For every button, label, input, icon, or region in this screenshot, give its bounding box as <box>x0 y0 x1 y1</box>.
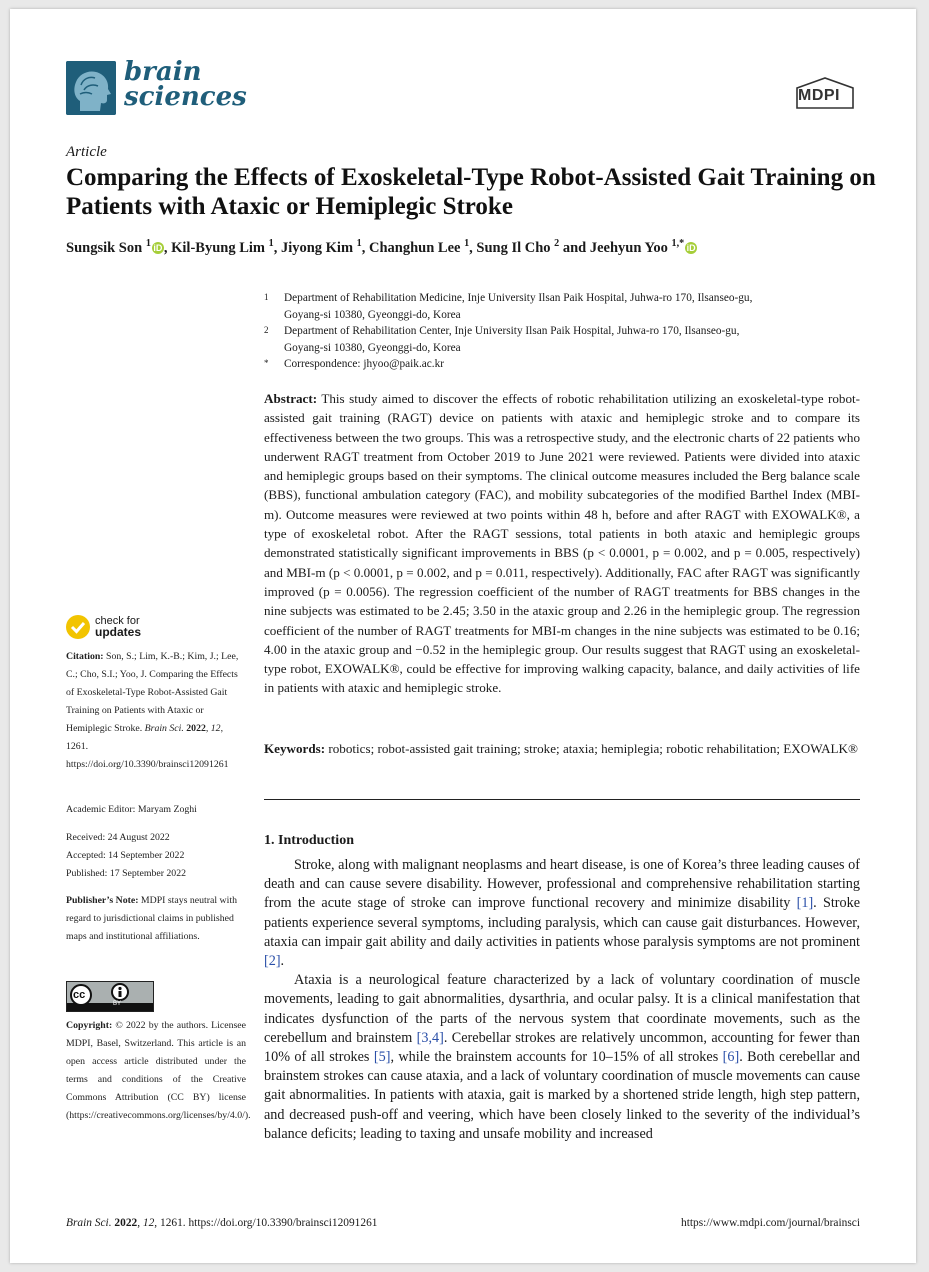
journal-name-line1: brain <box>124 57 202 87</box>
published-date: Published: 17 September 2022 <box>66 868 187 879</box>
received-date: Received: 24 August 2022 <box>66 832 170 843</box>
citation-label: Citation: <box>66 651 104 662</box>
section-heading: 1. Introduction <box>264 833 354 848</box>
publisher-note: Publisher’s Note: MDPI stays neutral with regard to jurisdictional claims in published maps and institutional affiliations. <box>66 895 237 942</box>
check-for-updates-button[interactable]: check for updates <box>95 615 142 639</box>
keywords-text: robotics; robot-assisted gait training; stroke; ataxia; hemiplegia; robotic rehabilitation; EXOWALK® <box>328 741 858 756</box>
author[interactable]: Sungsik Son $^1$ iD <box>66 238 163 256</box>
keywords-label: Keywords: <box>264 741 326 756</box>
footer-citation: Brain Sci. 2022, 12, 1261. https://doi.org/10.3390/brainsci12091261 <box>66 1217 378 1229</box>
copyright: Copyright: © 2022 by the authors. Licensee MDPI, Basel, Switzerland. This article is an open access article distributed under the terms and conditions of the Creative Commons Attribution (CC BY) license (https://creativecommons.org/licenses/by/4.0/). <box>66 1020 251 1121</box>
citation-link[interactable]: [5] <box>373 1049 391 1066</box>
accepted-date: Accepted: 14 September 2022 <box>66 850 185 861</box>
academic-editor: Academic Editor: Maryam Zoghi <box>66 804 197 815</box>
author[interactable]: Jiyong Kim $^1$ <box>280 238 362 256</box>
author-list: Sungsik Son $^1$ iD , Kil-Byung Lim $^1$, Jiyong Kim $^1$, Changhun Lee $^1$, Sung Il Cho $^2$ and Jeehyun Yoo $^{1,*}$ iD <box>66 238 696 256</box>
abstract <box>264 389 860 698</box>
citation-link[interactable]: [6] <box>722 1049 740 1066</box>
affiliation-1: 1 Department of Rehabilitation Medicine, Inje University Ilsan Paik Hospital, Juhwa-ro 170, Ilsanseo-gu, Goyang-si 10380, Gyeonggi-do, Korea <box>264 292 753 321</box>
author[interactable]: Jeehyun Yoo $^{1,*}$ iD <box>589 238 696 256</box>
orcid-icon[interactable]: iD <box>686 243 696 253</box>
author[interactable]: Kil-Byung Lim $^1$ <box>171 238 274 256</box>
introduction-body <box>264 856 860 1144</box>
author[interactable]: Changhun Lee $^1$ <box>368 238 470 256</box>
check-for-updates-icon[interactable] <box>66 615 90 639</box>
citation-block: Citation: Son, S.; Lim, K.-B.; Kim, J.; Lee, C.; Cho, S.I.; Yoo, J. Comparing the Effects of Exoskeletal-Type Robot-Assisted Gait Training on Patients with Ataxic or Hemiplegic Stroke. Brain Sci. 2022, 12, 1261. https://doi.org/10.3390/brainsci12091261 <box>66 651 239 770</box>
citation-link[interactable]: [1] <box>796 895 814 912</box>
article-type: Article <box>66 144 107 160</box>
paper-page <box>10 9 916 1263</box>
article-title: Comparing the Effects of Exoskeletal-Type Robot-Assisted Gait Training on Patients with Ataxic or Hemiplegic Stroke <box>66 164 876 220</box>
publisher-logo-text: MDPI <box>798 87 840 104</box>
brain-head-icon <box>66 61 116 115</box>
abstract-text: This study aimed to discover the effects of robotic rehabilitation utilizing an exoskeletal-type robot-assisted gait training (RAGT) device on patients with ataxic and hemiplegic stroke and to compare its effectiveness between the two groups. This was a retrospective study, and the electronic charts of 22 patients who underwent RAGT treatment from October 2019 to June 2021 were reviewed. Patients were divided into ataxic and hemiplegic groups based on their symptoms. The clinical outcome measures included the Berg balance scale (BBS), functional ambulation category (FAC), and mobility subcategories of the modified Barthel Index (MBI-m). Outcome measures were reviewed at two points within 48 h, before and after RAGT with EXOWALK®, a type of exoskeletal robot. After the RAGT sessions, total patients in both ataxic and hemiplegic groups demonstrated statistically significant improvements in BBS (p < 0.0001, p = 0.002, and p = 0.005, respectively) and MBI-m (p < 0.0001, p = 0.002, and p = 0.011, respectively). Additionally, FAC after RAGT was significantly improved (p = 0.0056). The regression coefficient of the number of RAGT treatments for BBS changes in the nine subjects was estimated to be 2.45; 3.50 in the ataxic group and 2.26 in the hemiplegic group. The regression coefficient of the number of RAGT treatments for MBI-m changes in the nine subjects was estimated to be 0.16; 4.00 in the ataxic group and −0.52 in the hemiplegic group. Our results suggest that RAGT using an exoskeletal-type robot, EXOWALK®, could be effective for improving walking capacity, balance, and daily activities of life in patients with ataxic and hemiplegic stroke. <box>264 391 860 696</box>
keywords <box>264 739 860 758</box>
section-divider <box>264 799 860 800</box>
affiliation-2: 2 Department of Rehabilitation Center, Inje University Ilsan Paik Hospital, Juhwa-ro 170, Ilsanseo-gu, Goyang-si 10380, Gyeonggi-do, Korea <box>264 325 740 354</box>
footer-journal-url[interactable]: https://www.mdpi.com/journal/brainsci <box>681 1217 860 1229</box>
abstract-label: Abstract: <box>264 391 318 406</box>
correspondence: * Correspondence: jhyoo@paik.ac.kr <box>264 358 445 370</box>
citation-link[interactable]: [2] <box>264 953 281 970</box>
paragraph: Stroke, along with malignant neoplasms and heart disease, is one of Korea’s three leading causes of death and can cause severe disability. However, professional and comprehensive rehabilitation starting from the acute stage of stroke can improve functional recovery and minimize disability [1]. Stroke patients experience several symptoms, including paralysis, which can cause gait disturbances. However, ataxia can impair gait ability and daily activities in patients whose paralysis symptoms are not prominent [2]. <box>264 857 861 970</box>
dates <box>66 829 246 883</box>
citation-link[interactable]: [3,4] <box>416 1029 444 1046</box>
orcid-icon[interactable]: iD <box>153 243 163 253</box>
by-label: BY <box>113 1001 122 1007</box>
cc-label: cc <box>73 989 86 1001</box>
author[interactable]: Sung Il Cho $^2$ <box>476 238 560 256</box>
paragraph: Ataxia is a neurological feature characterized by a lack of voluntary coordination of muscle movements, leading to gait abnormalities, dysarthria, and ocular palsy. It is a clinical manifestation that indicates dysfunction of the parts of the nervous system that coordinate movements, such as the cerebellum and brainstem [3,4]. Cerebellar strokes are relatively uncommon, accounting for fewer than 10% of all strokes [5], while the brainstem accounts for 10–15% of all strokes [6]. Both cerebellar and brainstem strokes can cause ataxia, and a lack of voluntary coordination of muscle movements can cause gait abnormalities. In patients with ataxia, gait is marked by a shortened stride length, high step pattern, and decreased push-off and veering, which have been closely linked to the severity of the individual’s balance deficits; leading to taxing and unsafe mobility and increased <box>264 972 861 1142</box>
journal-name-line2: sciences <box>124 82 247 112</box>
journal-logo-text <box>124 57 247 112</box>
